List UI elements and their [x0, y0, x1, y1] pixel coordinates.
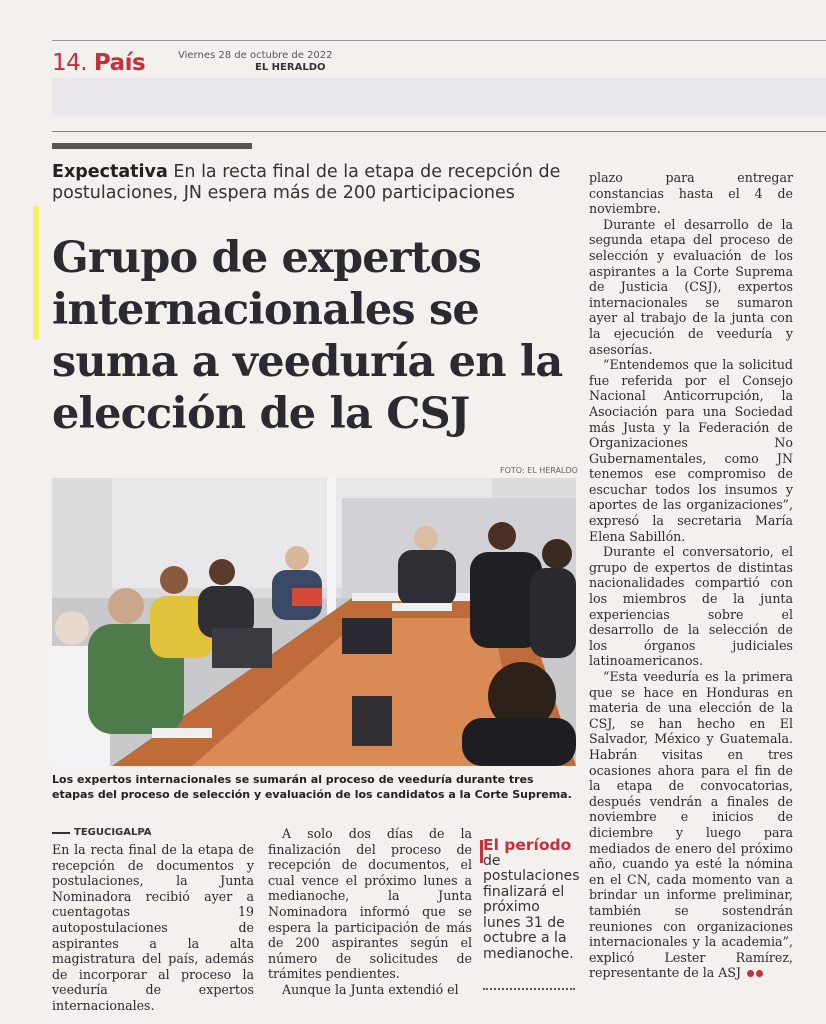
page-number: 14.	[52, 50, 88, 76]
section-rule	[52, 131, 826, 132]
end-mark-icon	[756, 970, 763, 977]
right-column	[589, 170, 793, 981]
top-rule	[52, 40, 826, 41]
kicker-label: Expectativa	[52, 162, 168, 182]
dateline: TEGUCIGALPA	[74, 827, 152, 838]
page-header	[52, 50, 145, 76]
kicker	[52, 162, 582, 204]
publication-name: EL HERALDO	[255, 62, 326, 73]
right-paragraph: plazo para entregar constancias hasta el 4 de noviembre.	[589, 170, 793, 217]
headline: Grupo de expertos internacionales se suma a veeduría en la elección de la CSJ	[52, 233, 563, 439]
body-column-2	[268, 826, 472, 998]
right-paragraph: Durante el desarrollo de la segunda etapa del proceso de selección y evaluación de los aspirantes a la Corte Suprema de Justicia (CSJ), expertos internacionales se sumaron ayer al trabajo de la junta con la ejecución de veeduría y asesorías.	[589, 216, 793, 357]
right-paragraph: Durante el conversatorio, el grupo de expertos de distintas nacionalidades compartió con los miembros de la junta experiencias sobre el desarrollo de la selección de los órganos judiciales latinoamericanos.	[589, 544, 793, 669]
kicker-bar	[52, 143, 252, 149]
header-band	[52, 78, 826, 116]
article-photo	[52, 478, 576, 766]
dateline-rule	[52, 832, 70, 834]
highlighter-mark	[33, 205, 39, 340]
issue-date: Viernes 28 de octubre de 2022	[178, 50, 333, 61]
photo-caption: Los expertos internacionales se sumarán al proceso de veeduría durante tres etapas del proceso de selección y evaluación de los candidatos a la Corte Suprema.	[52, 773, 572, 801]
right-paragraph-text: “Esta veeduría es la primera que se hace en Honduras en materia de una elección de la CSJ, se han hecho en El Salvador, México y Guatemala. Habrán visitas en tres ocasiones ahora para el fin de la etapa de convocatorias, después vendrán a finales de noviembre e inicios de diciembre y luego para mediados de enero del próximo año, cuando ya esté la nómina en el CN, cada momento van a brindar un informe preliminar, también se sostendrán reuniones con organizaciones internacionales y la academia”, explicó Lester Ramírez, representante de la ASJ	[589, 669, 793, 981]
right-paragraph	[589, 669, 793, 981]
pull-quote	[483, 838, 578, 962]
right-paragraph: “Entendemos que la solicitud fue referida por el Consejo Nacional Anticorrupción, la Asociación para una Sociedad más Justa y la Federación de Organizaciones No Gubernamentales, como JN tenemos ese compromiso de escuchar todos los insumos y aportes de las organizaciones”, expresó la secretaria María Elena Sabillón.	[589, 357, 793, 544]
photo-credit: FOTO: EL HERALDO	[500, 466, 578, 475]
body-paragraph: A solo dos días de la finalización del proceso de recepción de documentos, el cual vence el próximo lunes a medianoche, la Junta Nominadora informó que se espera la participación de más de 200 aspirantes según el número de solicitudes de trámites pendientes.	[268, 826, 472, 982]
end-mark-icon	[747, 970, 754, 977]
body-paragraph: En la recta final de la etapa de recepción de documentos y postulaciones, la Junta Nominadora recibió ayer a cuentagotas 19 autopostulaciones de aspirantes a la alta magistratura del país, además de incorporar al proceso la veeduría de expertos internacionales.	[52, 842, 254, 1013]
pull-quote-text: de postulaciones finalizará el próximo lunes 31 de octubre a la medianoche.	[483, 852, 580, 962]
pull-quote-title: El período	[483, 836, 572, 854]
body-column-1	[52, 842, 254, 1014]
section-name: País	[93, 50, 146, 76]
pull-quote-dots	[483, 988, 575, 990]
body-paragraph: Aunque la Junta extendió el	[282, 981, 459, 997]
kicker-text: En la recta final de la etapa de recepción de postulaciones, JN espera más de 200 participaciones	[52, 162, 561, 203]
